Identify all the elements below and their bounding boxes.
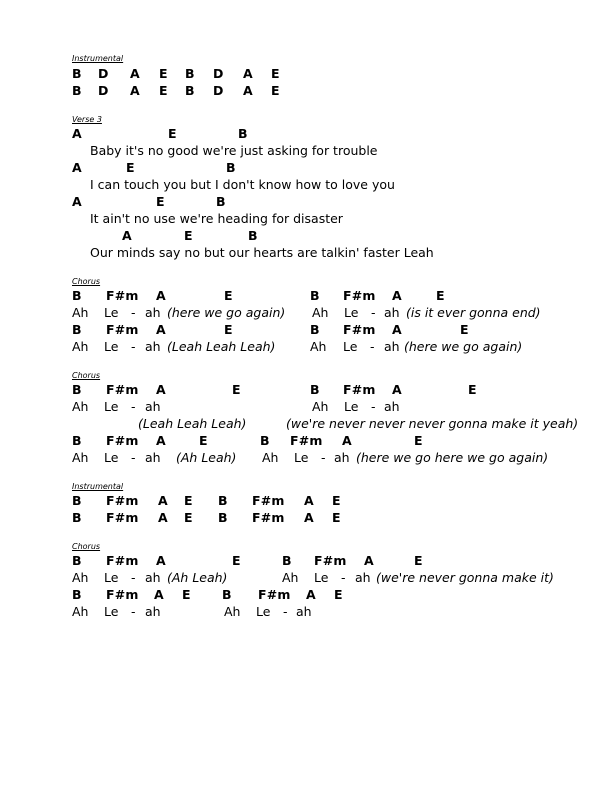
chord-fsharpm: F#m bbox=[106, 510, 139, 525]
lyric-text: - bbox=[131, 339, 136, 354]
lyric-line bbox=[0, 305, 612, 322]
chord-fsharpm: F#m bbox=[343, 322, 376, 337]
chord-line bbox=[0, 160, 612, 177]
lyric-text: ah bbox=[384, 339, 400, 354]
chord-line bbox=[0, 553, 612, 570]
lyric-line bbox=[0, 339, 612, 356]
chord-e: E bbox=[126, 160, 135, 175]
chord-line bbox=[0, 288, 612, 305]
chord-fsharpm: F#m bbox=[343, 288, 376, 303]
lyric-text: Le bbox=[344, 399, 359, 414]
lyric-text: Le bbox=[104, 604, 119, 619]
lyric-text: Le bbox=[294, 450, 309, 465]
chord-a: A bbox=[72, 126, 82, 141]
lyric-text: ah bbox=[145, 450, 161, 465]
lyric-text: Ah bbox=[310, 339, 327, 354]
lyric-text: Le bbox=[104, 339, 119, 354]
chord-e: E bbox=[460, 322, 469, 337]
lyric-text: (Leah Leah Leah) bbox=[167, 339, 276, 354]
lyric-line bbox=[0, 416, 612, 433]
lyric-text: Le bbox=[314, 570, 329, 585]
lyric-text: Le bbox=[104, 305, 119, 320]
chord-e: E bbox=[332, 510, 341, 525]
chord-fsharpm: F#m bbox=[106, 322, 139, 337]
chord-e: E bbox=[436, 288, 445, 303]
chord-line bbox=[0, 83, 612, 100]
chord-a: A bbox=[306, 587, 316, 602]
chord-e: E bbox=[159, 83, 168, 98]
section-label: Instrumental bbox=[72, 54, 124, 63]
lyric-line bbox=[0, 450, 612, 467]
chord-a: A bbox=[156, 553, 166, 568]
chord-a: A bbox=[72, 194, 82, 209]
lyric-text: (Leah Leah Leah) bbox=[138, 416, 247, 431]
chord-e: E bbox=[224, 322, 233, 337]
section-label: Verse 3 bbox=[72, 115, 102, 124]
chord-d: D bbox=[98, 83, 109, 98]
lyric-text: ah bbox=[384, 399, 400, 414]
chord-b: B bbox=[248, 228, 258, 243]
chord-fsharpm: F#m bbox=[106, 553, 139, 568]
chord-a: A bbox=[72, 160, 82, 175]
chord-e: E bbox=[414, 433, 423, 448]
lyric-text: - bbox=[321, 450, 326, 465]
lyric-line bbox=[0, 570, 612, 587]
chord-e: E bbox=[414, 553, 423, 568]
lyric-text: (we're never gonna make it) bbox=[376, 570, 554, 585]
lyric-text: ah bbox=[145, 399, 161, 414]
lyric-line bbox=[0, 604, 612, 621]
lyric-text: (Ah Leah) bbox=[176, 450, 237, 465]
chord-line bbox=[0, 493, 612, 510]
chord-a: A bbox=[156, 382, 166, 397]
lyric-text: Le bbox=[344, 305, 359, 320]
lyric-text: ah bbox=[145, 604, 161, 619]
lyric-text: (here we go here we go again) bbox=[356, 450, 549, 465]
chord-e: E bbox=[156, 194, 165, 209]
chord-b: B bbox=[218, 510, 228, 525]
lyric-line bbox=[0, 399, 612, 416]
chord-fsharpm: F#m bbox=[252, 493, 285, 508]
chord-a: A bbox=[392, 322, 402, 337]
chord-b: B bbox=[72, 553, 82, 568]
lyric-text: Baby it's no good we're just asking for trouble bbox=[90, 143, 378, 158]
chord-fsharpm: F#m bbox=[106, 587, 139, 602]
chord-a: A bbox=[243, 66, 253, 81]
lyric-text: Ah bbox=[72, 305, 89, 320]
chord-e: E bbox=[184, 493, 193, 508]
chord-line bbox=[0, 228, 612, 245]
lyric-line bbox=[0, 177, 612, 194]
lyric-text: Le bbox=[343, 339, 358, 354]
lyric-text: Ah bbox=[262, 450, 279, 465]
lyric-text: - bbox=[341, 570, 346, 585]
chord-a: A bbox=[304, 493, 314, 508]
lyric-text: Le bbox=[104, 570, 119, 585]
chord-b: B bbox=[72, 288, 82, 303]
lyric-text: - bbox=[131, 604, 136, 619]
chord-b: B bbox=[72, 493, 82, 508]
lyric-text: - bbox=[371, 305, 376, 320]
chord-line bbox=[0, 510, 612, 527]
lyric-text: ah bbox=[334, 450, 350, 465]
chord-d: D bbox=[213, 66, 224, 81]
chord-line bbox=[0, 194, 612, 211]
lyric-text: Our minds say no but our hearts are talkin' faster Leah bbox=[90, 245, 434, 260]
chord-fsharpm: F#m bbox=[343, 382, 376, 397]
lyric-text: Ah bbox=[282, 570, 299, 585]
chord-b: B bbox=[222, 587, 232, 602]
chord-b: B bbox=[310, 382, 320, 397]
chord-b: B bbox=[282, 553, 292, 568]
lyric-text: ah bbox=[145, 570, 161, 585]
chord-b: B bbox=[216, 194, 226, 209]
chord-a: A bbox=[392, 382, 402, 397]
lyric-text: - bbox=[131, 570, 136, 585]
lyric-text: Ah bbox=[224, 604, 241, 619]
chord-b: B bbox=[185, 66, 195, 81]
lyric-text: I can touch you but I don't know how to love you bbox=[90, 177, 395, 192]
chord-a: A bbox=[130, 66, 140, 81]
chord-e: E bbox=[271, 83, 280, 98]
section-label: Chorus bbox=[72, 542, 101, 551]
chord-e: E bbox=[332, 493, 341, 508]
lyric-text: Le bbox=[104, 399, 119, 414]
lyric-text: Ah bbox=[312, 399, 329, 414]
lyric-text: Ah bbox=[72, 339, 89, 354]
chord-fsharpm: F#m bbox=[252, 510, 285, 525]
chord-a: A bbox=[342, 433, 352, 448]
chord-a: A bbox=[243, 83, 253, 98]
chord-d: D bbox=[98, 66, 109, 81]
section-label: Chorus bbox=[72, 277, 101, 286]
chord-d: D bbox=[213, 83, 224, 98]
chord-line bbox=[0, 382, 612, 399]
lyric-text: Ah bbox=[72, 604, 89, 619]
chord-b: B bbox=[72, 587, 82, 602]
lyric-text: Le bbox=[256, 604, 271, 619]
chord-b: B bbox=[72, 382, 82, 397]
section-label: Chorus bbox=[72, 371, 101, 380]
lyric-line bbox=[0, 211, 612, 228]
lyric-text: Ah bbox=[312, 305, 329, 320]
lyric-text: - bbox=[131, 305, 136, 320]
chord-e: E bbox=[468, 382, 477, 397]
chord-a: A bbox=[130, 83, 140, 98]
chord-e: E bbox=[159, 66, 168, 81]
chord-e: E bbox=[168, 126, 177, 141]
chord-a: A bbox=[392, 288, 402, 303]
chord-a: A bbox=[122, 228, 132, 243]
chord-a: A bbox=[156, 322, 166, 337]
lyric-text: ah bbox=[145, 305, 161, 320]
lyric-text: (here we go again) bbox=[404, 339, 523, 354]
chord-fsharpm: F#m bbox=[106, 433, 139, 448]
lyric-text: Le bbox=[104, 450, 119, 465]
chord-fsharpm: F#m bbox=[290, 433, 323, 448]
chord-a: A bbox=[156, 288, 166, 303]
chord-a: A bbox=[304, 510, 314, 525]
lyric-text: - bbox=[371, 399, 376, 414]
chord-line bbox=[0, 126, 612, 143]
lyric-text: Ah bbox=[72, 450, 89, 465]
lyric-line bbox=[0, 143, 612, 160]
chord-a: A bbox=[154, 587, 164, 602]
lyric-text: ah bbox=[296, 604, 312, 619]
chord-b: B bbox=[260, 433, 270, 448]
lyric-text: - bbox=[283, 604, 288, 619]
lyric-text: - bbox=[131, 450, 136, 465]
chord-b: B bbox=[226, 160, 236, 175]
lyric-text: ah bbox=[384, 305, 400, 320]
chord-b: B bbox=[185, 83, 195, 98]
chord-b: B bbox=[218, 493, 228, 508]
chord-e: E bbox=[182, 587, 191, 602]
lyric-text: (here we go again) bbox=[167, 305, 286, 320]
lyric-text: ah bbox=[145, 339, 161, 354]
section-label: Instrumental bbox=[72, 482, 124, 491]
chord-line bbox=[0, 322, 612, 339]
lyric-text: - bbox=[131, 399, 136, 414]
chord-e: E bbox=[232, 553, 241, 568]
chord-e: E bbox=[199, 433, 208, 448]
chord-line bbox=[0, 587, 612, 604]
chord-e: E bbox=[232, 382, 241, 397]
lyric-text: Ah bbox=[72, 399, 89, 414]
chord-b: B bbox=[72, 66, 82, 81]
chord-line bbox=[0, 66, 612, 83]
chord-a: A bbox=[158, 510, 168, 525]
chord-b: B bbox=[310, 322, 320, 337]
chord-e: E bbox=[334, 587, 343, 602]
chord-e: E bbox=[184, 228, 193, 243]
chord-b: B bbox=[72, 510, 82, 525]
chord-fsharpm: F#m bbox=[106, 493, 139, 508]
chord-b: B bbox=[72, 433, 82, 448]
chord-a: A bbox=[158, 493, 168, 508]
chord-e: E bbox=[224, 288, 233, 303]
chord-fsharpm: F#m bbox=[106, 288, 139, 303]
lyric-text: It ain't no use we're heading for disaster bbox=[90, 211, 343, 226]
lyric-text: (we're never never never gonna make it yeah) bbox=[286, 416, 579, 431]
chord-fsharpm: F#m bbox=[314, 553, 347, 568]
lyric-text: - bbox=[370, 339, 375, 354]
chord-a: A bbox=[364, 553, 374, 568]
lyric-text: (is it ever gonna end) bbox=[406, 305, 541, 320]
chord-line bbox=[0, 433, 612, 450]
chord-a: A bbox=[156, 433, 166, 448]
chord-fsharpm: F#m bbox=[106, 382, 139, 397]
chord-b: B bbox=[310, 288, 320, 303]
lyric-text: (Ah Leah) bbox=[167, 570, 228, 585]
chord-b: B bbox=[238, 126, 248, 141]
chord-b: B bbox=[72, 83, 82, 98]
lyric-text: Ah bbox=[72, 570, 89, 585]
chord-b: B bbox=[72, 322, 82, 337]
chord-e: E bbox=[271, 66, 280, 81]
chord-e: E bbox=[184, 510, 193, 525]
chord-fsharpm: F#m bbox=[258, 587, 291, 602]
lyric-text: ah bbox=[355, 570, 371, 585]
lyric-line bbox=[0, 245, 612, 262]
